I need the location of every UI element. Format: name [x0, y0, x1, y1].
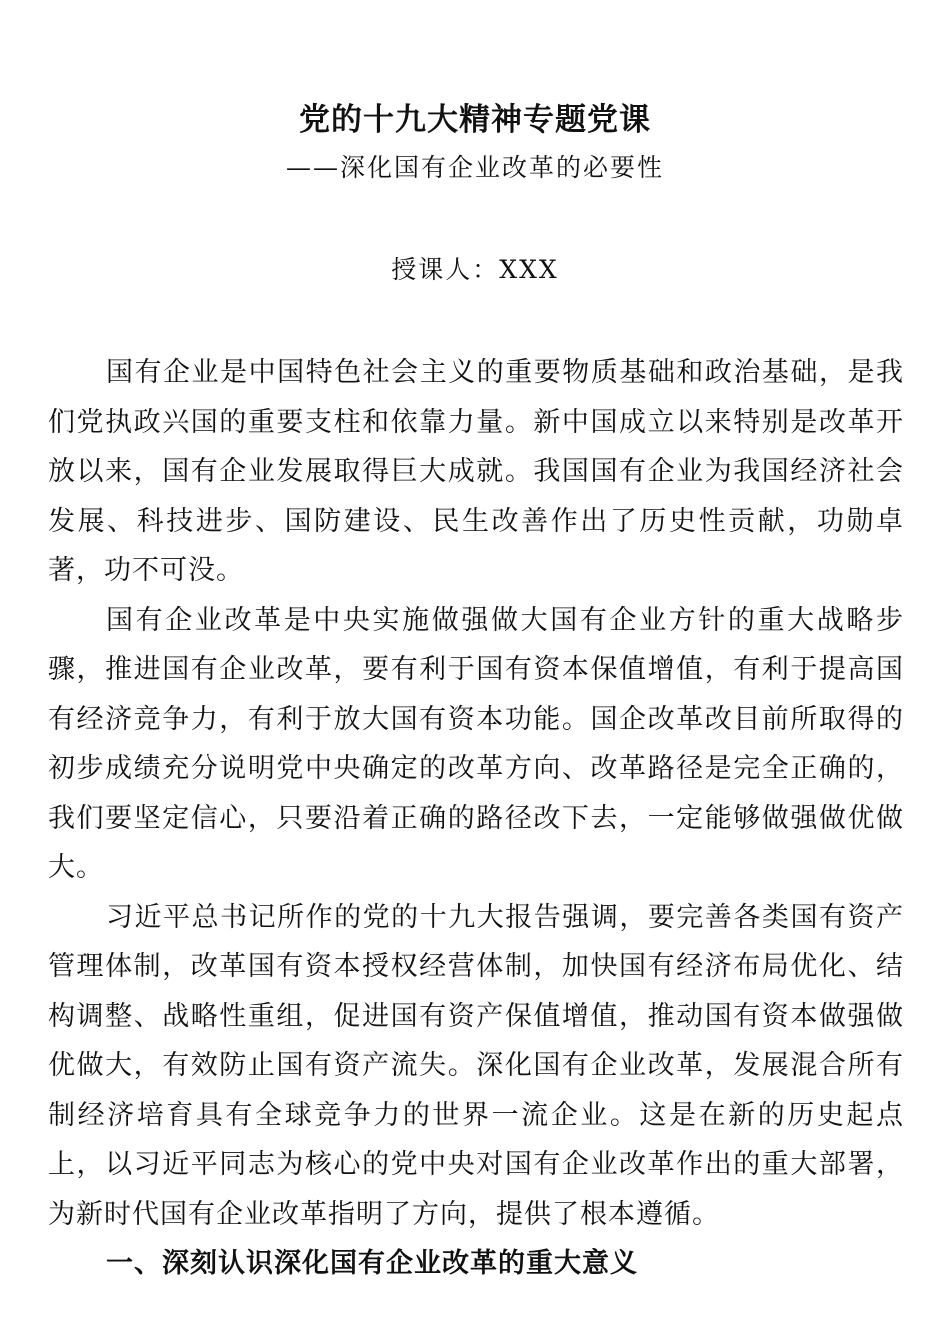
lecturer-line: 授课人：XXX — [391, 255, 559, 284]
document-title: 党的十九大精神专题党课 — [299, 102, 651, 138]
paragraph-2: 国有企业改革是中央实施做强做大国有企业方针的重大战略步骤，推进国有企业改革，要有利于国有资本保值增值，有利于提高国有经济竞争力，有利于放大国有资本功能。国企改革改目前所取得的初步成绩充分说明党中央确定的改革方向、改革路径是完全正确的，我们要坚定信心，只要沿着正确的路径改下去，一定能够做强做优做大。 — [48, 604, 904, 883]
document-subtitle: ——深化国有企业改革的必要性 — [285, 153, 664, 182]
section-heading: 一、深刻认识深化国有企业改革的重大意义 — [106, 1248, 638, 1279]
document-body — [48, 348, 904, 1289]
paragraph-1: 国有企业是中国特色社会主义的重要物质基础和政治基础，是我们党执政兴国的重要支柱和依靠力量。新中国成立以来特别是改革开放以来，国有企业发展取得巨大成就。我国国有企业为我国经济社会发展、科技进步、国防建设、民生改善作出了历史性贡献，功勋卓著，功不可没。 — [48, 357, 904, 586]
paragraph-3: 习近平总书记所作的党的十九大报告强调，要完善各类国有资产管理体制，改革国有资本授权经营体制，加快国有经济布局优化、结构调整、战略性重组，促进国有资产保值增值，推动国有资本做强做优做大，有效防止国有资产流失。深化国有企业改革，发展混合所有制经济培育具有全球竞争力的世界一流企业。这是在新的历史起点上，以习近平同志为核心的党中央对国有企业改革作出的重大部署，为新时代国有企业改革指明了方向，提供了根本遵循。 — [48, 901, 904, 1230]
